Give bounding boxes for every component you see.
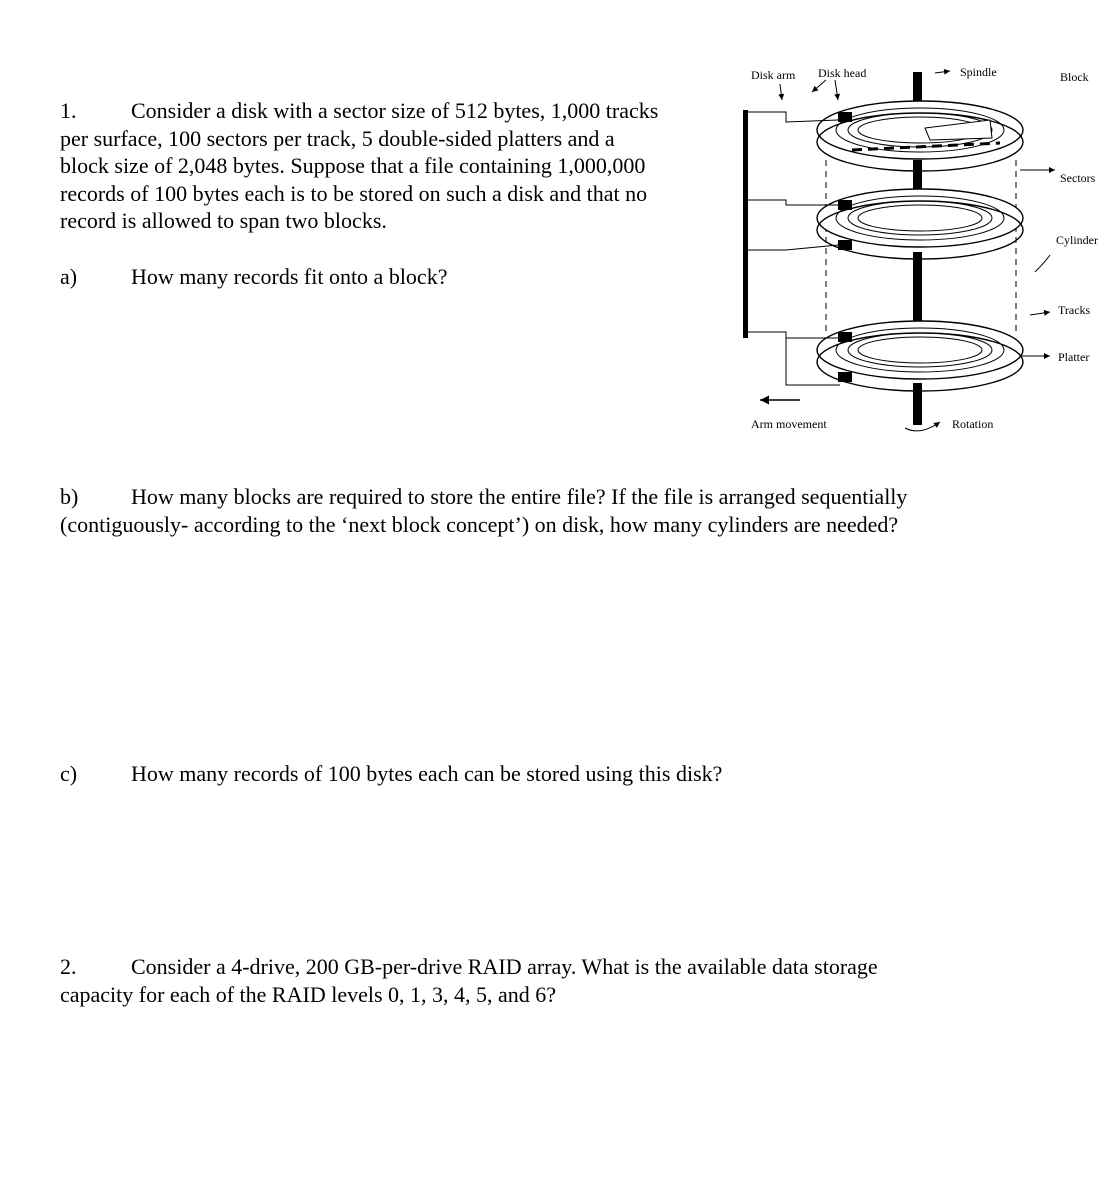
question-2-line-2: capacity for each of the RAID levels 0, 1, 3, 4, 5, and 6? bbox=[60, 982, 557, 1007]
disk-diagram bbox=[740, 55, 1120, 445]
platter-middle bbox=[817, 189, 1023, 259]
platter-label: Platter bbox=[1058, 350, 1090, 364]
cylinder-label: Cylinder bbox=[1056, 233, 1098, 247]
question-1-number: 1. bbox=[60, 98, 77, 123]
spindle-label: Spindle bbox=[960, 65, 997, 79]
part-c-label: c) bbox=[60, 761, 78, 786]
question-2-number: 2. bbox=[60, 954, 77, 979]
part-a-label: a) bbox=[60, 264, 78, 289]
part-b-line-2: (contiguously- according to the ‘next block concept’) on disk, how many cylinders are needed? bbox=[60, 512, 899, 537]
block-label: Block bbox=[1060, 70, 1089, 84]
part-b-label: b) bbox=[60, 484, 79, 509]
disk-arm-label: Disk arm bbox=[751, 68, 796, 82]
question-2-line-1: Consider a 4-drive, 200 GB-per-drive RAID array. What is the available data storage bbox=[131, 954, 878, 979]
part-a-text: How many records fit onto a block? bbox=[131, 264, 448, 289]
rotation-label: Rotation bbox=[952, 417, 994, 431]
question-1-line-5: record is allowed to span two blocks. bbox=[60, 208, 387, 233]
arm-movement-label: Arm movement bbox=[751, 417, 827, 431]
disk-head-label: Disk head bbox=[818, 66, 867, 80]
part-c-text: How many records of 100 bytes each can be stored using this disk? bbox=[131, 761, 723, 786]
part-b-line-1: How many blocks are required to store the entire file? If the file is arranged sequentially bbox=[131, 484, 908, 509]
question-1-line-4: records of 100 bytes each is to be stored on such a disk and that no bbox=[60, 181, 648, 206]
question-1-line-2: per surface, 100 sectors per track, 5 double-sided platters and a bbox=[60, 126, 615, 151]
question-1-line-3: block size of 2,048 bytes. Suppose that a file containing 1,000,000 bbox=[60, 153, 646, 178]
sectors-label: Sectors bbox=[1060, 171, 1096, 185]
platter-bottom bbox=[817, 321, 1023, 391]
tracks-label: Tracks bbox=[1058, 303, 1091, 317]
question-1-line-1: Consider a disk with a sector size of 512 bytes, 1,000 tracks bbox=[131, 98, 659, 123]
